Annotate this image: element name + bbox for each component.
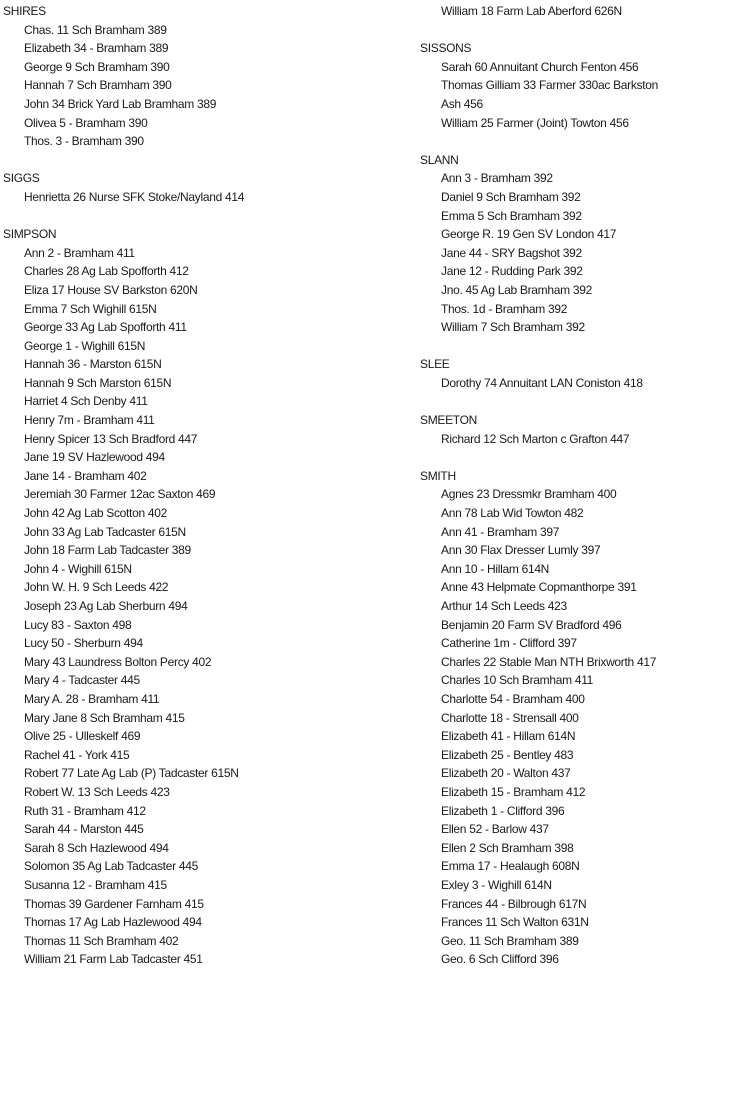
person-entry: Susanna 12 - Bramham 415 xyxy=(24,877,167,892)
person-entry: Charlotte 18 - Strensall 400 xyxy=(441,710,579,725)
person-entry: Lucy 83 - Saxton 498 xyxy=(24,617,132,632)
person-entry: Catherine 1m - Clifford 397 xyxy=(441,636,577,651)
person-entry: Mary 43 Laundress Bolton Percy 402 xyxy=(24,654,212,669)
person-entry: Mary 4 - Tadcaster 445 xyxy=(24,673,140,688)
person-entry: Elizabeth 41 - Hillam 614N xyxy=(441,729,576,744)
surname-heading: SHIRES xyxy=(3,4,46,18)
person-entry: Frances 44 - Bilbrough 617N xyxy=(441,896,587,911)
person-entry: Jane 14 - Bramham 402 xyxy=(24,468,147,483)
left-column xyxy=(0,0,410,969)
person-entry: Sarah 8 Sch Hazlewood 494 xyxy=(24,840,169,855)
person-entry: George 1 - Wighill 615N xyxy=(24,338,146,353)
surname-heading: SMITH xyxy=(420,468,456,483)
surname-heading: SLEE xyxy=(420,357,450,372)
person-entry: Jane 19 SV Hazlewood 494 xyxy=(24,450,165,465)
person-entry: Ellen 52 - Barlow 437 xyxy=(441,822,549,837)
group-spacer xyxy=(409,21,755,40)
person-entry: Robert W. 13 Sch Leeds 423 xyxy=(24,784,170,799)
person-entry: Elizabeth 1 - Clifford 396 xyxy=(441,803,565,818)
person-entry: Thomas 39 Gardener Farnham 415 xyxy=(24,896,204,911)
person-entry: Henrietta 26 Nurse SFK Stoke/Nayland 414 xyxy=(24,189,245,204)
person-entry: Exley 3 - Wighill 614N xyxy=(441,877,552,892)
group-spacer xyxy=(409,448,755,467)
continued-entries xyxy=(409,0,755,21)
person-entry: Chas. 11 Sch Bramham 389 xyxy=(24,22,167,37)
person-entry: Frances 11 Sch Walton 631N xyxy=(441,915,589,930)
person-entry: Ruth 31 - Bramham 412 xyxy=(24,803,146,818)
person-entry: Charles 10 Sch Bramham 411 xyxy=(441,673,594,688)
person-entry: Olive 25 - Ulleskelf 469 xyxy=(24,729,141,744)
person-entry: Thomas Gilliam 33 Farmer 330ac Barkston xyxy=(441,78,659,93)
person-entry: Geo. 11 Sch Bramham 389 xyxy=(441,933,579,948)
person-entry: Emma 5 Sch Bramham 392 xyxy=(441,208,582,223)
surname-group xyxy=(0,169,410,206)
person-entry: Dorothy 74 Annuitant LAN Coniston 418 xyxy=(441,375,643,390)
surname-group xyxy=(409,39,755,132)
person-entry: Geo. 6 Sch Clifford 396 xyxy=(441,952,559,967)
person-entry: William 18 Farm Lab Aberford 626N xyxy=(441,4,622,18)
person-entry: Elizabeth 25 - Bentley 483 xyxy=(441,747,574,762)
surname-heading: SLANN xyxy=(420,152,459,167)
person-entry: Ann 30 Flax Dresser Lumly 397 xyxy=(441,543,601,558)
person-entry: Richard 12 Sch Marton c Grafton 447 xyxy=(441,431,630,446)
surname-group xyxy=(409,355,755,392)
person-entry: Emma 17 - Healaugh 608N xyxy=(441,859,580,874)
group-spacer xyxy=(409,337,755,356)
person-entry: Olivea 5 - Bramham 390 xyxy=(24,115,148,130)
person-entry: Mary Jane 8 Sch Bramham 415 xyxy=(24,710,185,725)
person-entry: Hannah 9 Sch Marston 615N xyxy=(24,375,172,390)
person-entry: Sarah 60 Annuitant Church Fenton 456 xyxy=(441,59,639,74)
right-column xyxy=(409,0,755,969)
person-entry: Ellen 2 Sch Bramham 398 xyxy=(441,840,574,855)
person-entry: William 21 Farm Lab Tadcaster 451 xyxy=(24,952,203,967)
surname-heading: SISSONS xyxy=(420,41,472,56)
person-entry: Jeremiah 30 Farmer 12ac Saxton 469 xyxy=(24,487,216,502)
person-entry: John W. H. 9 Sch Leeds 422 xyxy=(24,580,169,595)
person-entry: Hannah 36 - Marston 615N xyxy=(24,357,162,372)
person-entry: Elizabeth 20 - Walton 437 xyxy=(441,766,571,781)
person-entry: Emma 7 Sch Wighill 615N xyxy=(24,301,157,316)
person-entry: Jane 12 - Rudding Park 392 xyxy=(441,264,583,279)
group-spacer xyxy=(409,392,755,411)
person-entry: John 42 Ag Lab Scotton 402 xyxy=(24,506,167,521)
person-entry: Ann 41 - Bramham 397 xyxy=(441,524,560,539)
person-entry: Elizabeth 34 - Bramham 389 xyxy=(24,41,169,56)
person-entry: Charles 28 Ag Lab Spofforth 412 xyxy=(24,264,189,279)
person-entry: Thos. 3 - Bramham 390 xyxy=(24,134,144,149)
person-entry: Ann 3 - Bramham 392 xyxy=(441,171,553,186)
person-entry: Henry Spicer 13 Sch Bradford 447 xyxy=(24,431,198,446)
person-entry: Daniel 9 Sch Bramham 392 xyxy=(441,189,581,204)
group-spacer xyxy=(0,151,410,170)
person-entry: Elizabeth 15 - Bramham 412 xyxy=(441,784,586,799)
surname-group xyxy=(409,151,755,337)
person-entry: Agnes 23 Dressmkr Bramham 400 xyxy=(441,487,617,502)
group-spacer xyxy=(0,207,410,226)
person-entry: Jno. 45 Ag Lab Bramham 392 xyxy=(441,282,592,297)
person-entry: Ann 2 - Bramham 411 xyxy=(24,245,135,260)
person-entry: Ann 78 Lab Wid Towton 482 xyxy=(441,506,584,521)
surname-group xyxy=(409,467,755,969)
person-entry: Charles 22 Stable Man NTH Brixworth 417 xyxy=(441,654,657,669)
surname-heading: SIGGS xyxy=(3,171,40,186)
person-entry: Rachel 41 - York 415 xyxy=(24,747,130,762)
person-entry: Mary A. 28 - Bramham 411 xyxy=(24,691,160,706)
person-entry: Anne 43 Helpmate Copmanthorpe 391 xyxy=(441,580,637,595)
person-entry: Jane 44 - SRY Bagshot 392 xyxy=(441,245,582,260)
person-entry: George 33 Ag Lab Spofforth 411 xyxy=(24,320,187,335)
person-entry: Arthur 14 Sch Leeds 423 xyxy=(441,599,567,613)
person-entry: John 4 - Wighill 615N xyxy=(24,561,132,576)
surname-group xyxy=(409,411,755,448)
person-entry: Thomas 11 Sch Bramham 402 xyxy=(24,933,179,948)
person-entry: Ash 456 xyxy=(441,96,483,111)
person-entry: Sarah 44 - Marston 445 xyxy=(24,822,144,837)
person-entry: Joseph 23 Ag Lab Sherburn 494 xyxy=(24,599,188,613)
person-entry: George R. 19 Gen SV London 417 xyxy=(441,227,617,242)
person-entry: John 33 Ag Lab Tadcaster 615N xyxy=(24,524,186,539)
person-entry: Harriet 4 Sch Denby 411 xyxy=(24,394,148,409)
surname-heading: SIMPSON xyxy=(3,227,57,242)
surname-group xyxy=(0,225,410,969)
person-entry: William 25 Farmer (Joint) Towton 456 xyxy=(441,115,629,130)
person-entry: Benjamin 20 Farm SV Bradford 496 xyxy=(441,617,622,632)
person-entry: Hannah 7 Sch Bramham 390 xyxy=(24,78,172,93)
person-entry: Robert 77 Late Ag Lab (P) Tadcaster 615N xyxy=(24,766,239,781)
surname-heading: SMEETON xyxy=(420,413,478,428)
person-entry: Eliza 17 House SV Barkston 620N xyxy=(24,282,198,297)
surname-group xyxy=(0,2,410,151)
person-entry: Thos. 1d - Bramham 392 xyxy=(441,301,568,316)
person-entry: Ann 10 - Hillam 614N xyxy=(441,561,550,576)
person-entry: John 34 Brick Yard Lab Bramham 389 xyxy=(24,96,217,111)
person-entry: Henry 7m - Bramham 411 xyxy=(24,413,155,428)
person-entry: Lucy 50 - Sherburn 494 xyxy=(24,636,143,651)
person-entry: George 9 Sch Bramham 390 xyxy=(24,59,170,74)
person-entry: William 7 Sch Bramham 392 xyxy=(441,320,585,335)
person-entry: Charlotte 54 - Bramham 400 xyxy=(441,691,585,706)
group-spacer xyxy=(409,132,755,151)
person-entry: Thomas 17 Ag Lab Hazlewood 494 xyxy=(24,915,202,930)
person-entry: John 18 Farm Lab Tadcaster 389 xyxy=(24,543,191,558)
person-entry: Solomon 35 Ag Lab Tadcaster 445 xyxy=(24,859,198,874)
